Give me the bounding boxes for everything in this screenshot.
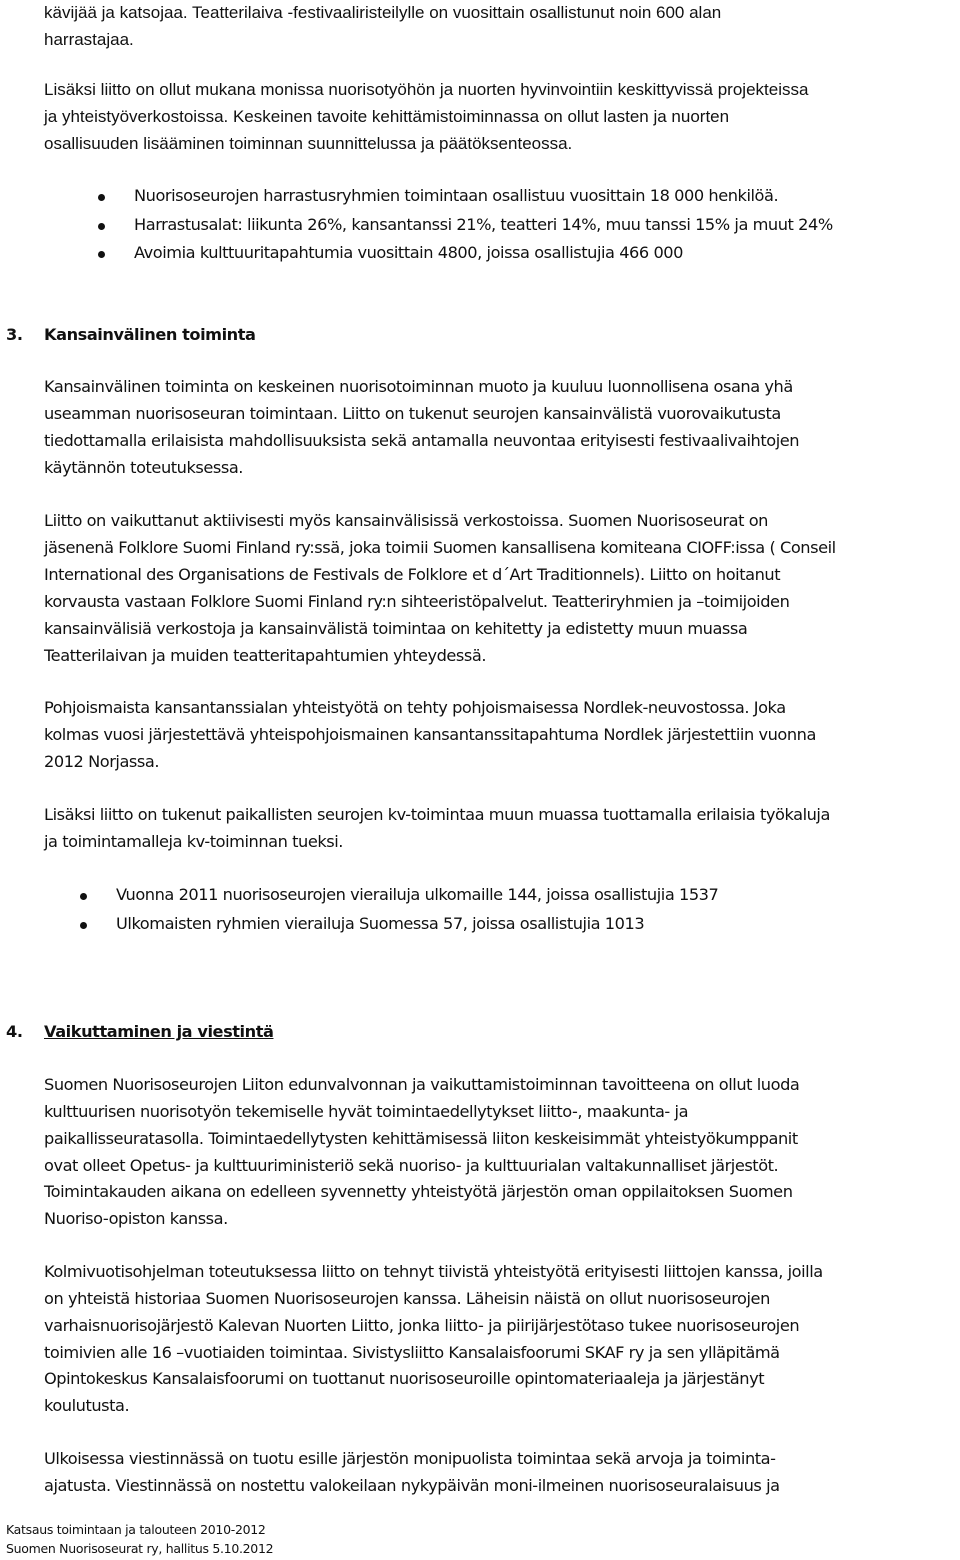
list-item: Nuorisoseurojen harrastusryhmien toimintaan osallistuu vuosittain 18 000 henkilöä. [134,186,779,205]
section-title: Kansainvälinen toiminta [44,325,256,344]
list-item: Harrastusalat: liikunta 26%, kansantanssi 21%, teatteri 14%, muu tanssi 15% ja muut 24% [134,215,833,234]
paragraph-line: tiedottamalla erilaisista mahdollisuuksista sekä antamalla neuvontaa erityisesti festivaalivaihtojen [44,431,800,450]
intro-line: osallisuuden lisääminen toiminnan suunnittelussa ja päätöksenteossa. [44,134,573,153]
paragraph-line: ajatusta. Viestinnässä on nostettu valokeilaan nykypäivän moni-ilmeinen nuorisoseuralaisuus ja [44,1476,780,1495]
footer-org-date: Suomen Nuorisoseurat ry, hallitus 5.10.2012 [6,1541,274,1556]
paragraph-line: paikallisseuratasolla. Toimintaedellytysten kehittämisessä liiton keskeisimmät yhteistyökumppanit [44,1129,798,1148]
intro-line: harrastajaa. [44,30,134,49]
section-title: Vaikuttaminen ja viestintä [44,1022,274,1041]
paragraph-line: Toimintakauden aikana on edelleen syvennetty yhteistyötä järjestön oman oppilaitoksen Suomen [44,1182,793,1201]
paragraph-line: Nuoriso-opiston kanssa. [44,1209,228,1228]
paragraph-line: Opintokeskus Kansalaisfoorumi on tuottanut nuorisoseuroille opintomateriaaleja ja järjestänyt [44,1369,765,1388]
paragraph-line: Ulkoisessa viestinnässä on tuotu esille järjestön monipuolista toimintaa sekä arvoja ja toiminta- [44,1449,776,1468]
paragraph-line: ja toimintamalleja kv-toiminnan tueksi. [44,832,343,851]
footer-title: Katsaus toimintaan ja talouteen 2010-2012 [6,1522,266,1537]
bullet-icon [98,223,105,230]
paragraph-line: varhaisnuorisojärjestö Kalevan Nuorten Liitto, jonka liitto- ja piirijärjestötaso tukee nuorisoseurojen [44,1316,800,1335]
section-number: 4. [6,1022,23,1041]
paragraph-line: kulttuurisen nuorisotyön tekemiselle hyvät toimintaedellytykset liitto-, maakunta- ja [44,1102,689,1121]
paragraph-line: Teatterilaivan ja muiden teatteritapahtumien yhteydessä. [44,646,487,665]
paragraph-line: korvausta vastaan Folklore Suomi Finland ry:n sihteeristöpalvelut. Teatteriryhmien ja –toimijoiden [44,592,790,611]
bullet-icon [80,893,87,900]
paragraph-line: kansainvälisiä verkostoja ja kansainvälistä toimintaa on kehitetty ja edistetty muun muassa [44,619,748,638]
paragraph-line: useamman nuorisoseuran toimintaan. Liitto on tukenut seurojen kansainvälistä vuorovaikutusta [44,404,781,423]
paragraph-line: on yhteistä historiaa Suomen Nuorisoseurojen kanssa. Läheisin näistä on ollut nuorisoseurojen [44,1289,770,1308]
intro-line: Lisäksi liitto on ollut mukana monissa nuorisotyöhön ja nuorten hyvinvointiin keskittyvissä projekteissa [44,80,809,99]
paragraph-line: kolmas vuosi järjestettävä yhteispohjoismainen kansantanssitapahtuma Nordlek järjestettiin vuonna [44,725,816,744]
paragraph-line: International des Organisations de Festivals de Folklore et d´Art Traditionnels). Liitto on hoitanut [44,565,781,584]
paragraph-line: Liitto on vaikuttanut aktiivisesti myös kansainvälisissä verkostoissa. Suomen Nuorisoseurat on [44,511,768,530]
list-item: Vuonna 2011 nuorisoseurojen vierailuja ulkomaille 144, joissa osallistujia 1537 [116,885,719,904]
list-item: Ulkomaisten ryhmien vierailuja Suomessa 57, joissa osallistujia 1013 [116,914,645,933]
section-number: 3. [6,325,23,344]
paragraph-line: Suomen Nuorisoseurojen Liiton edunvalvonnan ja vaikuttamistoiminnan tavoitteena on ollut luoda [44,1075,800,1094]
paragraph-line: Pohjoismaista kansantanssialan yhteistyötä on tehty pohjoismaisessa Nordlek-neuvostossa. Joka [44,698,786,717]
bullet-icon [98,194,105,201]
bullet-icon [98,251,105,258]
paragraph-line: toimivien alle 16 –vuotiaiden toimintaa. Sivistysliitto Kansalaisfoorumi SKAF ry ja sen ylläpitämä [44,1343,780,1362]
paragraph-line: Kolmivuotisohjelman toteutuksessa liitto on tehnyt tiivistä yhteistyötä erityisesti liittojen kanssa, joilla [44,1262,823,1281]
paragraph-line: käytännön toteutuksessa. [44,458,244,477]
paragraph-line: jäsenenä Folklore Suomi Finland ry:ssä, joka toimii Suomen kansallisena komiteana CIOFF:issa ( Conseil [44,538,836,557]
intro-line: kävijää ja katsojaa. Teatterilaiva -festivaaliristeilylle on vuosittain osallistunut noin 600 alan [44,3,722,22]
paragraph-line: 2012 Norjassa. [44,752,160,771]
list-item: Avoimia kulttuuritapahtumia vuosittain 4800, joissa osallistujia 466 000 [134,243,683,262]
paragraph-line: Kansainvälinen toiminta on keskeinen nuorisotoiminnan muoto ja kuuluu luonnollisena osana yhä [44,377,793,396]
bullet-icon [80,922,87,929]
paragraph-line: ovat olleet Opetus- ja kulttuuriministeriö sekä nuoriso- ja kulttuurialan valtakunnalliset järjestöt. [44,1156,779,1175]
paragraph-line: koulutusta. [44,1396,130,1415]
paragraph-line: Lisäksi liitto on tukenut paikallisten seurojen kv-toimintaa muun muassa tuottamalla erilaisia työkaluja [44,805,830,824]
intro-line: ja yhteistyöverkostoissa. Keskeinen tavoite kehittämistoiminnassa on ollut lasten ja nuorten [44,107,730,126]
